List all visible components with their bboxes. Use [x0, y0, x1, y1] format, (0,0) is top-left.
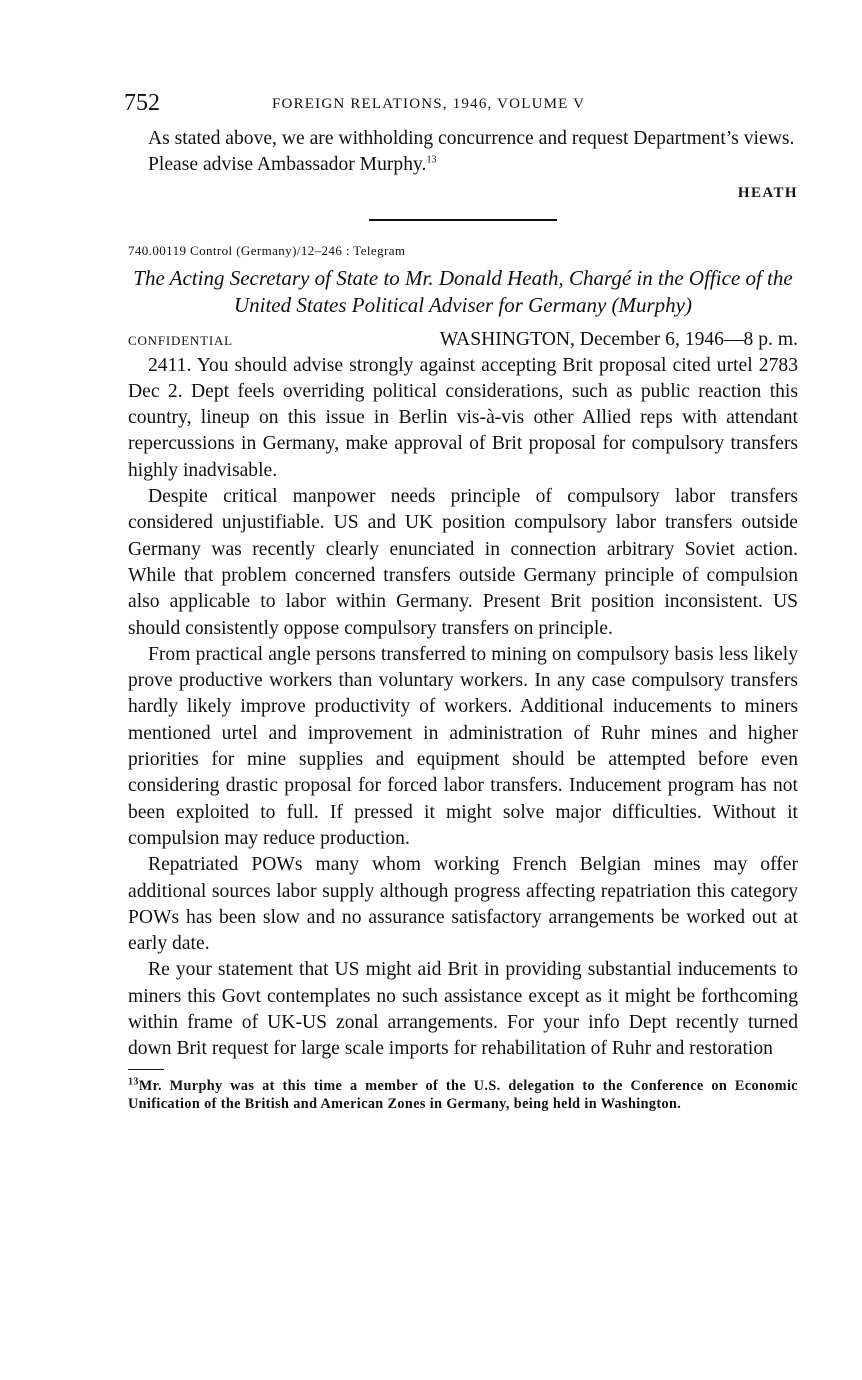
document-title: The Acting Secretary of State to Mr. Donald Heath, Chargé in the Office of the United States Political Adviser for Germany (Murphy) [133, 265, 793, 317]
page-number: 752 [124, 90, 160, 116]
dateline-row [128, 329, 798, 351]
document-page [124, 90, 798, 1113]
footnote-text: Mr. Murphy was at this time a member of the U.S. delegation to the Conference on Economic Unification of the British and American Zones in Germany, being held in Washington. [128, 1078, 798, 1112]
body-paragraph-2: Despite critical manpower needs principle of compulsory labor transfers considered unjustifiable. US and UK position compulsory labor transfers outside Germany was recently clearly enunciated in connection arbitrary Soviet action. While that problem concerned transfers outside Germany principle of compulsion also applicable to labor within Germany. Present Brit position inconsistent. US should consistently oppose compulsory transfers on principle. [128, 486, 798, 639]
dateline: WASHINGTON, December 6, 1946—8 p. m. [439, 328, 798, 350]
previous-paragraph-2-text: Please advise Ambassador Murphy. [148, 154, 427, 176]
classification-label: CONFIDENTIAL [128, 332, 233, 348]
body-paragraph-4: Repatriated POWs many whom working French Belgian mines may offer additional sources labor supply although progress affecting repatriation this category POWs has been slow and no assurance satisfactory arrangements be worked out at early date. [128, 854, 798, 955]
previous-paragraph-2 [128, 152, 798, 178]
footnote-number: 13 [128, 1076, 139, 1088]
running-title: FOREIGN RELATIONS, 1946, VOLUME V [272, 96, 586, 112]
footnote-reference: 13 [426, 154, 437, 166]
footnote [128, 1078, 798, 1113]
section-divider [369, 219, 557, 221]
running-head [124, 90, 798, 126]
signature: HEATH [737, 184, 798, 201]
body-paragraph-1: 2411. You should advise strongly against accepting Brit proposal cited urtel 2783 Dec 2. Dept feels overriding political considerations, such as public reaction this country, lineup on this issue in Berlin vis-à-vis other Allied reps with attendant repercussions in Germany, make approval of Brit proposal for compulsory transfers highly inadvisable. [128, 354, 798, 481]
body-paragraph-5: Re your statement that US might aid Brit in providing substantial inducements to miners this Govt contemplates no such assistance except as it might be forthcoming within frame of UK-US zonal arrangements. For your info Dept recently turned down Brit request for large scale imports for rehabilitation of Ruhr and restoration [128, 959, 798, 1060]
file-reference: 740.00119 Control (Germany)/12–246 : Telegram [128, 242, 406, 258]
footnote-divider [128, 1069, 164, 1071]
previous-paragraph-1: As stated above, we are withholding concurrence and request Department’s views. [148, 128, 795, 149]
body-paragraph-3: From practical angle persons transferred to mining on compulsory basis less likely prove productive workers than voluntary workers. In any case compulsory transfers hardly likely improve productivity of workers. Additional inducements to miners mentioned urtel and improvement in administration of Ruhr mines and higher priorities for mine supplies and equipment should be attempted before even considering drastic proposal for forced labor transfers. Inducement program has not been exploited to full. If pressed it might solve major difficulties. Without it compulsion may reduce production. [128, 643, 798, 849]
